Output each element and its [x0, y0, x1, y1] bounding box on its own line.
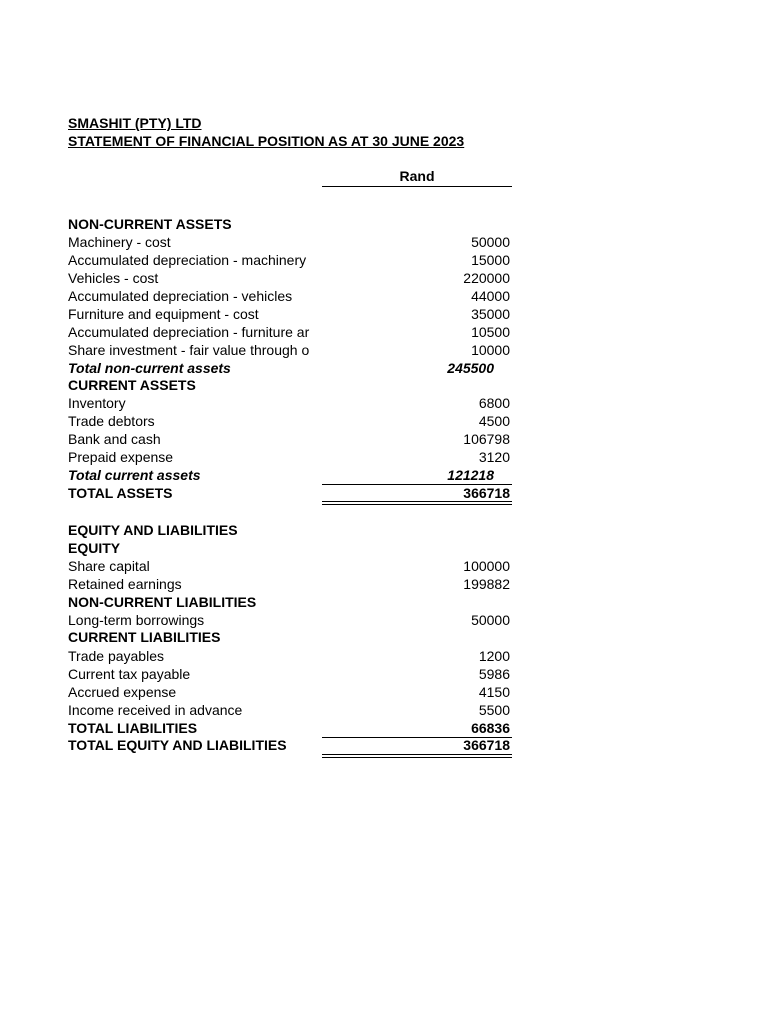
line-item-label: Trade payables [68, 648, 164, 664]
line-item-amount: 1200 [478, 648, 510, 664]
line-item [68, 430, 512, 448]
line-item-label: Accrued expense [68, 684, 177, 700]
line-item-amount: 5500 [478, 702, 510, 718]
line-item-amount: 15000 [471, 252, 510, 268]
subtotal-amount: 121218 [447, 467, 494, 483]
total-amount: 366718 [463, 485, 510, 501]
line-item-amount: 44000 [471, 288, 510, 304]
line-item-label: Accumulated depreciation - vehicles [68, 288, 293, 304]
line-item-amount: 4150 [478, 684, 510, 700]
line-item [68, 233, 512, 251]
line-item-label: Accumulated depreciation - machinery [68, 252, 307, 268]
line-item [68, 557, 512, 575]
line-item-label: Accumulated depreciation - furniture ar [68, 324, 310, 340]
section-heading-non-current-liabilities [68, 593, 512, 611]
total-amount: 66836 [471, 720, 510, 736]
line-item-label: Bank and cash [68, 431, 161, 447]
total-double-rule [322, 501, 512, 505]
line-item-amount: 5986 [478, 666, 510, 682]
section-heading-label: NON-CURRENT LIABILITIES [68, 594, 257, 610]
line-item-amount: 220000 [463, 270, 510, 286]
section-heading-label: NON-CURRENT ASSETS [68, 216, 232, 232]
subtotal-current-assets [68, 466, 512, 484]
section-heading-label: CURRENT LIABILITIES [68, 629, 221, 645]
currency-label: Rand [399, 168, 435, 184]
line-item [68, 683, 512, 701]
line-item-label: Share capital [68, 558, 150, 574]
total-liabilities-row [68, 719, 512, 737]
currency-column-header [322, 168, 512, 187]
line-item [68, 323, 512, 341]
line-item-label: Inventory [68, 395, 126, 411]
line-item [68, 251, 512, 269]
section-heading-label: EQUITY [68, 540, 121, 556]
line-item-label: Income received in advance [68, 702, 243, 718]
line-item [68, 394, 512, 412]
line-item-amount: 35000 [471, 306, 510, 322]
total-assets-row [68, 484, 512, 502]
line-item [68, 412, 512, 430]
line-item [68, 665, 512, 683]
line-item-amount: 6800 [478, 395, 510, 411]
line-item-amount: 100000 [463, 558, 510, 574]
line-item [68, 305, 512, 323]
line-item-amount: 106798 [463, 431, 510, 447]
subtotal-non-current-assets [68, 359, 512, 377]
total-label: TOTAL ASSETS [68, 485, 173, 501]
line-item-label: Furniture and equipment - cost [68, 306, 259, 322]
line-item-label: Long-term borrowings [68, 612, 205, 628]
line-item [68, 341, 512, 359]
line-item-amount: 4500 [478, 413, 510, 429]
total-equity-and-liabilities-row [68, 736, 512, 754]
line-item [68, 647, 512, 665]
line-item-label: Machinery - cost [68, 234, 171, 250]
section-heading-current-liabilities [68, 628, 512, 646]
total-label: TOTAL EQUITY AND LIABILITIES [68, 737, 287, 753]
line-item-amount: 50000 [471, 234, 510, 250]
section-heading-equity [68, 539, 512, 557]
line-item [68, 611, 512, 629]
section-heading-label: CURRENT ASSETS [68, 377, 196, 393]
line-item-label: Current tax payable [68, 666, 191, 682]
line-item [68, 269, 512, 287]
section-heading-non-current-assets [68, 215, 512, 233]
section-heading-label: EQUITY AND LIABILITIES [68, 522, 238, 538]
line-item-amount: 3120 [478, 449, 510, 465]
line-item [68, 575, 512, 593]
total-double-rule [322, 754, 512, 758]
line-item [68, 701, 512, 719]
line-item-amount: 10500 [471, 324, 510, 340]
subtotal-label: Total current assets [68, 467, 201, 483]
statement-title: STATEMENT OF FINANCIAL POSITION AS AT 30 JUNE 2023 [68, 133, 465, 149]
company-name: SMASHIT (PTY) LTD [68, 115, 202, 131]
section-heading-equity-and-liabilities [68, 521, 512, 539]
line-item-label: Share investment - fair value through o [68, 342, 310, 358]
line-item-label: Trade debtors [68, 413, 155, 429]
total-amount: 366718 [463, 737, 510, 753]
subtotal-amount: 245500 [447, 360, 494, 376]
line-item-amount: 10000 [471, 342, 510, 358]
line-item-label: Vehicles - cost [68, 270, 159, 286]
line-item [68, 287, 512, 305]
line-item-label: Retained earnings [68, 576, 182, 592]
section-heading-current-assets [68, 376, 512, 394]
line-item-amount: 199882 [463, 576, 510, 592]
subtotal-label: Total non-current assets [68, 360, 231, 376]
line-item [68, 448, 512, 466]
line-item-amount: 50000 [471, 612, 510, 628]
total-label: TOTAL LIABILITIES [68, 720, 198, 736]
line-item-label: Prepaid expense [68, 449, 174, 465]
